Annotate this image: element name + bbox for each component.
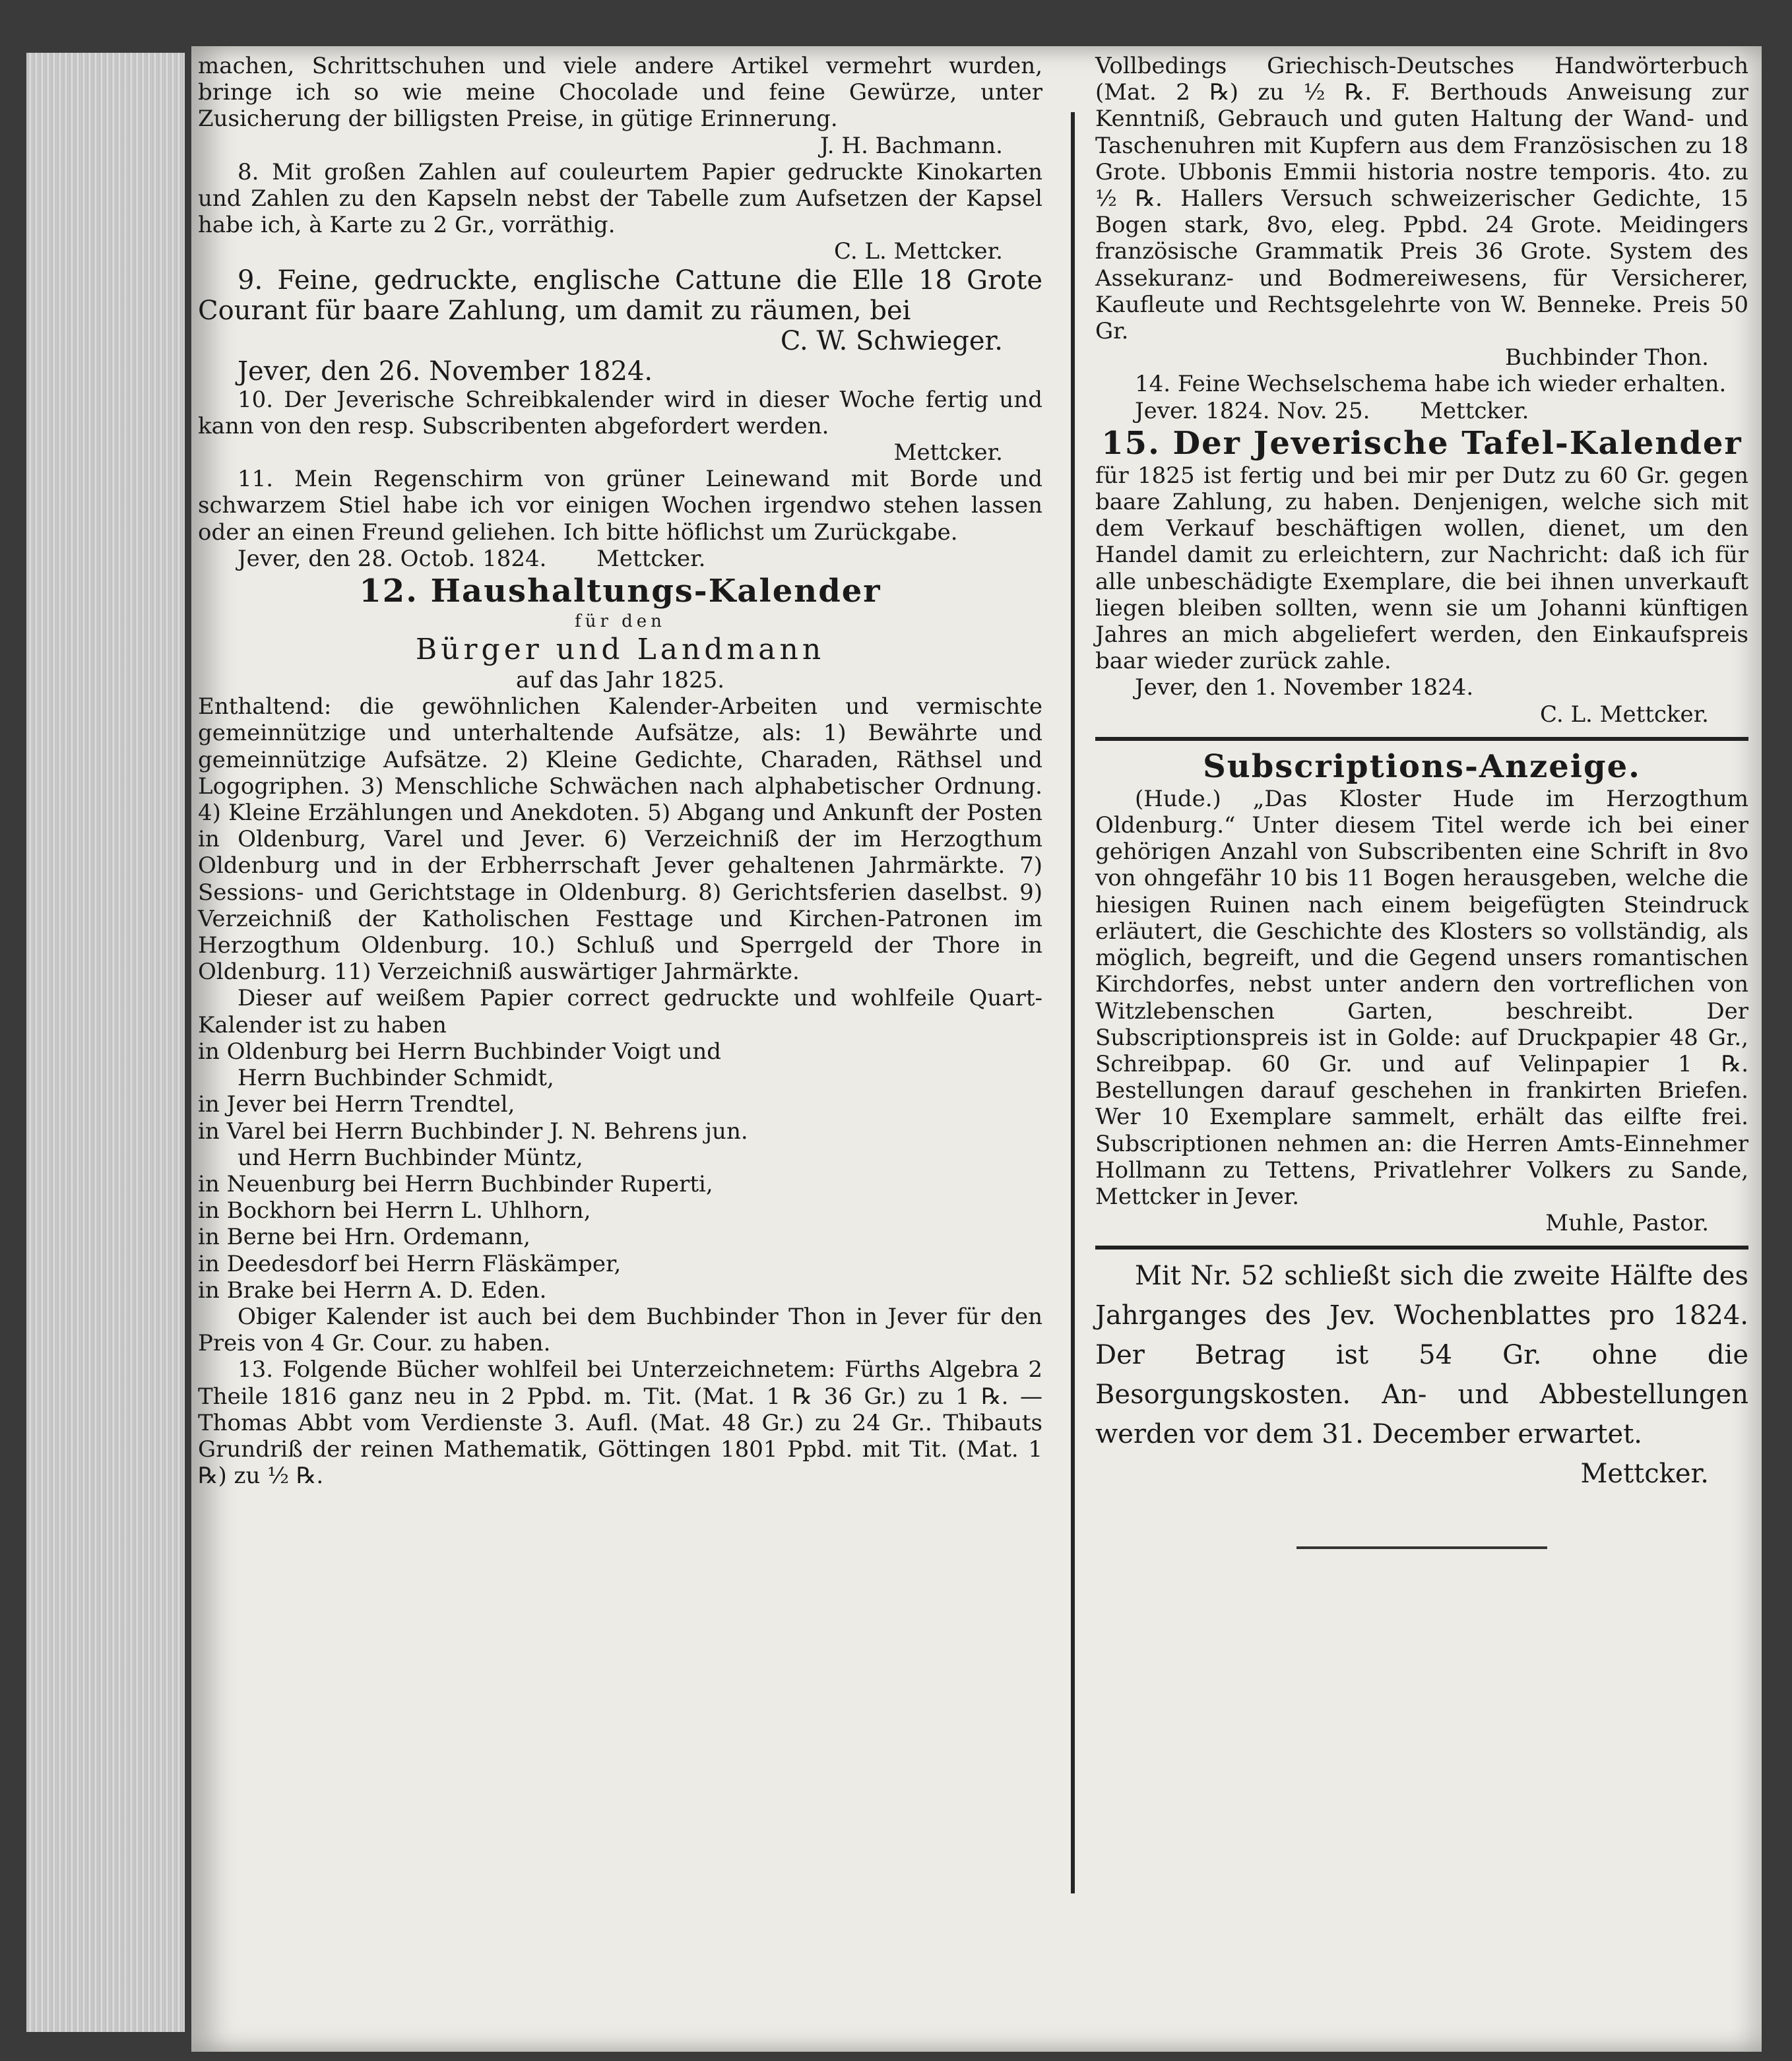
vendor-line: in Bockhorn bei Herrn L. Uhlhorn,: [198, 1197, 591, 1224]
item-14-signature: Mettcker.: [1420, 397, 1529, 424]
vendor-line: Herrn Buchbinder Schmidt,: [238, 1065, 554, 1092]
item-12-body-3: Obiger Kalender ist auch bei dem Buchbinder Thon in Jever für den Preis von 4 Gr. Cour. zu haben.: [198, 1303, 1042, 1357]
vendor-line: und Herrn Buchbinder Müntz,: [238, 1144, 583, 1171]
item-12-title: 12. Haushaltungs-Kalender: [359, 573, 881, 610]
left-column: [198, 53, 1042, 1489]
vendor-line: in Brake bei Herrn A. D. Eden.: [198, 1277, 547, 1304]
column-divider: [1071, 112, 1075, 1893]
item-15-date: Jever, den 1. November 1824.: [1135, 674, 1474, 701]
item-8: 8. Mit großen Zahlen auf couleurtem Papier gedruckte Kinokarten und Zahlen zu den Kapseln nebst der Tabelle zum Aufsetzen der Kapsel habe ich, à Karte zu 2 Gr., vorräthig.: [198, 158, 1042, 239]
item-12-body: Enthaltend: die gewöhnlichen Kalender-Arbeiten und vermischte gemeinnützige und unterhaltende Aufsätze, als: 1) Bewährte und gemeinnützige Aufsätze. 2) Kleine Gedichte, Charaden, Räthsel und Logogriphen. 3) Menschliche Schwächen nach alphabetischer Ordnung. 4) Kleine Erzählungen und Anekdoten. 5) Abgang und Ankunft der Posten in Oldenburg, Varel und Jever. 6) Verzeichniß der im Herzogthum Oldenburg und in der Erbherrschaft Jever gehaltenen Jahrmärkte. 7) Sessions- und Gerichtstage in Oldenburg. 8) Gerichtsferien daselbst. 9) Verzeichniß der Katholischen Festtage und Kirchen-Patronen im Herzogthum Oldenburg. 10.) Schluß und Sperrgeld der Thore in Oldenburg. 11) Verzeichniß auswärtiger Jahrmärkte.: [198, 693, 1042, 986]
subscription-title: Subscriptions-Anzeige.: [1203, 747, 1641, 785]
item-9-signature: C. W. Schwieger.: [780, 325, 1003, 356]
vendor-line: in Oldenburg bei Herrn Buchbinder Voigt und: [198, 1038, 722, 1065]
item-11: 11. Mein Regenschirm von grüner Leinewand mit Borde und schwarzem Stiel habe ich vor einigen Wochen irgendwo stehen lassen oder an einen Freund geliehen. Ich bitte höflichst um Zurückgabe.: [198, 466, 1042, 546]
item-8-signature: C. L. Mettcker.: [834, 238, 1003, 265]
item-13-continued: Vollbedings Griechisch-Deutsches Handwörterbuch (Mat. 2 ℞) zu ½ ℞. F. Berthouds Anweisung zur Kenntniß, Gebrauch und guten Haltung der Wand- und Taschenuhren mit Kupfern aus dem Französischen zu 18 Grote. Ubbonis Emmii historia nostre temporis. 4to. zu ½ ℞. Hallers Versuch schweizerischer Gedichte, 15 Bogen stark, 8vo, eleg. Ppbd. 24 Grote. Meidingers französische Grammatik Preis 36 Grote. System des Assekuranz- und Bodmereiwesens, für Versicherer, Kaufleute und Rechtsgelehrte von W. Benneke. Preis 50 Gr.: [1095, 53, 1748, 345]
section-rule: [1095, 737, 1748, 741]
item-11-date-line: [198, 546, 1042, 572]
item-15-body: für 1825 ist fertig und bei mir per Dutz zu 60 Gr. gegen baare Zahlung, zu haben. Denjenigen, welche sich mit dem Verkauf beschäftigen wollen, dienet, um den Handel damit zu erleichtern, zur Nachricht: daß ich für alle unbeschädigte Exemplare, die bei ihnen unverkauft liegen bleiben sollten, wenn sie um Johanni künftigen Jahres an mich abgeliefert werden, den Einkaufspreis baar wieder zurück zahle.: [1095, 462, 1748, 675]
subscription-body: (Hude.) „Das Kloster Hude im Herzogthum Oldenburg.“ Unter diesem Titel werde ich bei einer gehörigen Anzahl von Subscribenten eine Schrift in 8vo von ohngefähr 10 bis 11 Bogen herausgeben, welche die hiesigen Ruinen nach einem beigefügten Steindruck erläutert, die Geschichte des Klosters so vollständig, als möglich, begreift, und die Gegend unsers romantischen Kirchdorfes, nebst unter andern den vortreflichen von Witzlebenschen Garten, beschreibt. Der Subscriptionspreis ist in Golde: auf Druckpapier 48 Gr., Schreibpap. 60 Gr. und auf Velinpapier 1 ℞. Bestellungen darauf geschehen in frankirten Briefen. Wer 10 Exemplare sammelt, erhält das eilfte frei. Subscriptionen nehmen an: die Herren Amts-Einnehmer Hollmann zu Tettens, Privatlehrer Volkers zu Sande, Mettcker in Jever.: [1095, 785, 1748, 1210]
notice-signature: Mettcker.: [1580, 1459, 1709, 1490]
item-14: 14. Feine Wechselschema habe ich wieder erhalten.: [1135, 371, 1727, 398]
item-12-body-2: Dieser auf weißem Papier correct gedruckte und wohlfeile Quart-Kalender ist zu haben: [198, 985, 1042, 1038]
item-13: 13. Folgende Bücher wohlfeil bei Unterzeichnetem: Fürths Algebra 2 Theile 1816 ganz neu in 2 Ppbd. m. Tit. (Mat. 1 ℞ 36 Gr.) zu 1 ℞. — Thomas Abbt vom Verdienste 3. Aufl. (Mat. 48 Gr.) zu 24 Gr.. Thibauts Grundriß der reinen Mathematik, Göttingen 1801 Ppbd. mit Tit. (Mat. 1 ℞) zu ½ ℞.: [198, 1356, 1042, 1490]
item-15-title: 15. Der Jeverische Tafel-Kalender: [1101, 424, 1743, 462]
item-14-date: Jever. 1824. Nov. 25.: [1135, 397, 1370, 424]
item-9: 9. Feine, gedruckte, englische Cattune die Elle 18 Grote Courant für baare Zahlung, um damit zu räumen, bei: [198, 265, 1042, 326]
item-13-signature: Buchbinder Thon.: [1504, 344, 1709, 371]
vendor-line: in Berne bei Hrn. Ordemann,: [198, 1224, 530, 1251]
subscription-signature: Muhle, Pastor.: [1545, 1210, 1709, 1237]
item-15-signature: C. L. Mettcker.: [1540, 701, 1709, 728]
section-rule: [1095, 1246, 1748, 1250]
item-10-signature: Mettcker.: [893, 439, 1003, 466]
item-14-date-line: [1095, 398, 1748, 424]
right-column: [1095, 53, 1748, 1549]
intro-signature: J. H. Bachmann.: [819, 132, 1003, 159]
item-11-date: Jever, den 28. Octob. 1824.: [238, 545, 547, 572]
item-12-subtitle-2: Bürger und Landmann: [415, 633, 825, 667]
vendor-line: in Varel bei Herrn Buchbinder J. N. Behrens jun.: [198, 1118, 748, 1145]
item-12-subtitle-3: auf das Jahr 1825.: [515, 667, 725, 694]
page-edges: [26, 53, 185, 2032]
item-12-subtitle-1: für den: [575, 612, 666, 632]
closing-rule: [1296, 1546, 1547, 1549]
item-9-date: Jever, den 26. November 1824.: [238, 356, 653, 387]
vendor-line: in Neuenburg bei Herrn Buchbinder Ruperti,: [198, 1170, 713, 1197]
subscription-notice: Mit Nr. 52 schließt sich die zweite Hälfte des Jahrganges des Jev. Wochenblattes pro 1824. Der Betrag ist 54 Gr. ohne die Besorgungskosten. An- und Abbestellungen werden vor dem 31. December erwartet.: [1095, 1261, 1748, 1450]
vendor-line: in Jever bei Herrn Trendtel,: [198, 1091, 515, 1118]
item-11-signature: Mettcker.: [596, 545, 706, 572]
item-12-vendor-list: [198, 1038, 1042, 1304]
vendor-line: in Deedesdorf bei Herrn Fläskämper,: [198, 1250, 622, 1277]
item-10: 10. Der Jeverische Schreibkalender wird in dieser Woche fertig und kann von den resp. Subscribenten abgefordert werden.: [198, 386, 1042, 439]
intro-text: machen, Schrittschuhen und viele andere Artikel vermehrt wurden, bringe ich so wie meine Chocolade und feine Gewürze, unter Zusicherung der billigsten Preise, in gütige Erinnerung.: [198, 53, 1042, 133]
